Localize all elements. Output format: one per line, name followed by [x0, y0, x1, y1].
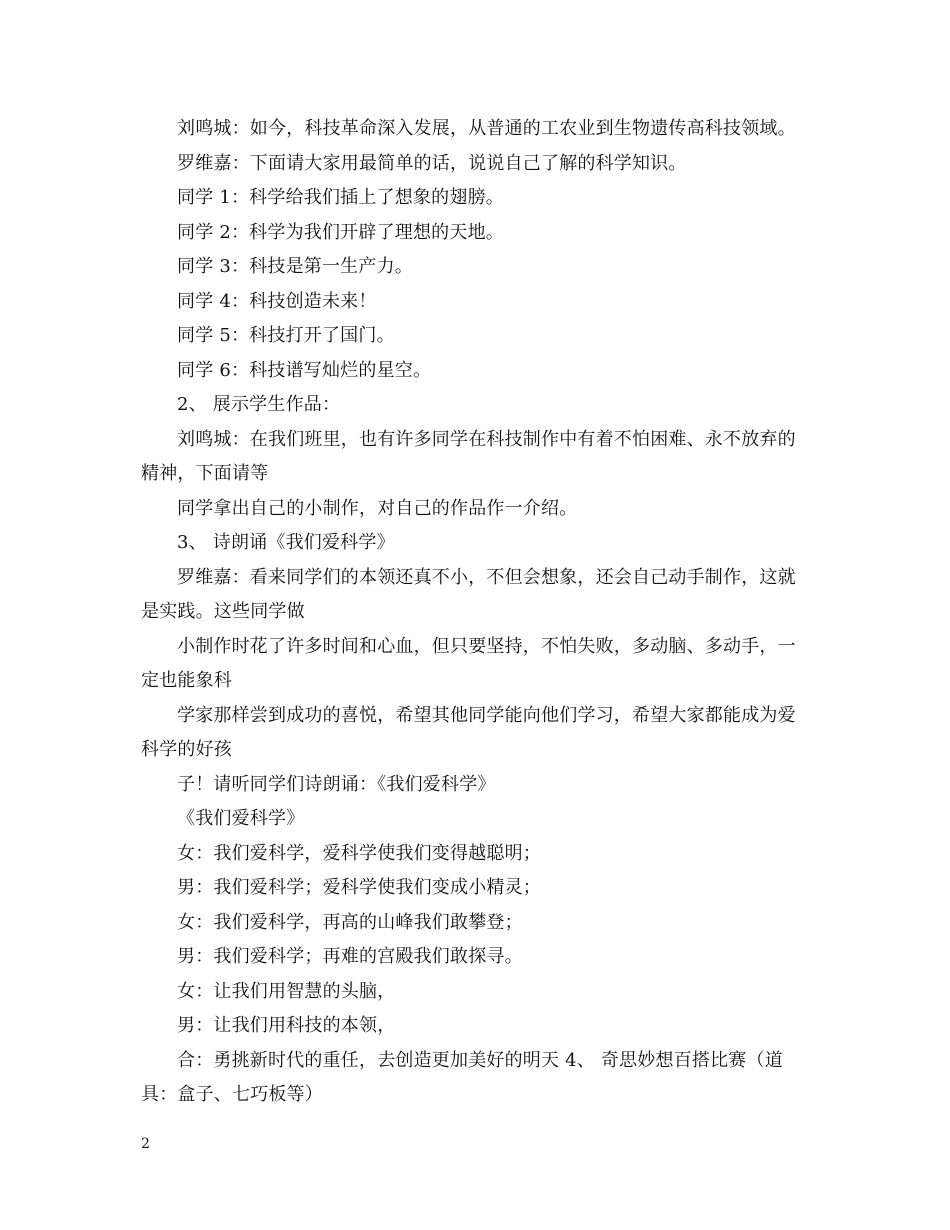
- poem-line: 男：我们爱科学；爱科学使我们变成小精灵；: [177, 877, 541, 898]
- paragraph: 同学 5：科技打开了国门。: [177, 325, 395, 346]
- poem-line: 男：我们爱科学；再难的宫殿我们敢探寻。: [177, 946, 523, 967]
- section-heading: 2、 展示学生作品：: [177, 394, 341, 415]
- paragraph: 同学 6：科技谱写灿烂的星空。: [177, 359, 432, 381]
- poem-line: 男：让我们用科技的本领，: [177, 1015, 396, 1036]
- paragraph: 同学拿出自己的小制作，对自己的作品作一介绍。: [177, 497, 578, 519]
- paragraph: 罗维嘉：看来同学们的本领还真不小，不但会想象，还会自己动手制作，这就是实践。这些同学做: [141, 566, 796, 622]
- paragraph: 学家那样尝到成功的喜悦，希望其他同学能向他们学习，希望大家都能成为爱科学的好孩: [141, 704, 796, 760]
- poem-line: 女：我们爱科学，爱科学使我们变得越聪明；: [177, 842, 541, 864]
- section-heading: 3、 诗朗诵《我们爱科学》: [177, 532, 395, 553]
- paragraph: 同学 3：科技是第一生产力。: [177, 256, 413, 277]
- paragraph: 刘鸣城：在我们班里，也有许多同学在科技制作中有着不怕困难、永不放弃的精神，下面请等: [141, 428, 796, 484]
- paragraph: 罗维嘉：下面请大家用最简单的话，说说自己了解的科学知识。: [177, 152, 687, 174]
- paragraph: 同学 2：科学为我们开辟了理想的天地。: [177, 221, 504, 243]
- poem-title: 《我们爱科学》: [177, 808, 305, 829]
- paragraph: 合：勇挑新时代的重任，去创造更加美好的明天 4、 奇思妙想百搭比赛（道具：盒子、七巧板等）: [141, 1049, 783, 1105]
- document-body: [141, 112, 809, 1113]
- page-number: 2: [141, 1136, 150, 1152]
- poem-line: 女：我们爱科学，再高的山峰我们敢攀登；: [177, 911, 523, 933]
- paragraph: 小制作时花了许多时间和心血，但只要坚持，不怕失败，多动脑、多动手，一定也能象科: [141, 635, 796, 691]
- paragraph: 刘鸣城：如今，科技革命深入发展，从普通的工农业到生物遗传高科技领域。: [177, 118, 796, 139]
- paragraph: 同学 1：科学给我们插上了想象的翅膀。: [177, 187, 504, 208]
- paragraph: 同学 4：科技创造未来！: [177, 290, 377, 312]
- paragraph: 子！请听同学们诗朗诵：《我们爱科学》: [177, 773, 496, 795]
- poem-line: 女：让我们用智慧的头脑，: [177, 980, 396, 1002]
